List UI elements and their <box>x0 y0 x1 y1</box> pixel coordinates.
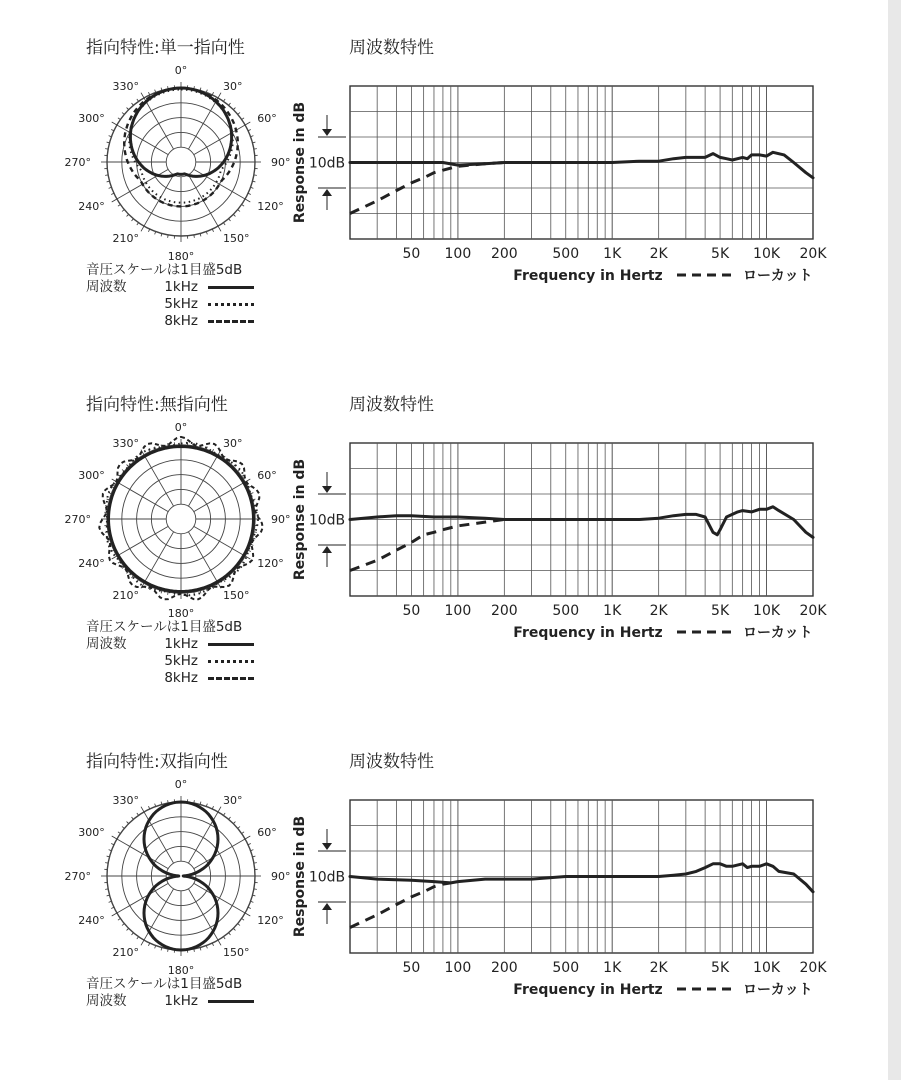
polar-spoke <box>117 839 168 869</box>
x-tick-label: 100 <box>444 246 472 262</box>
frequency-chart <box>285 435 845 650</box>
polar-spoke <box>188 455 218 506</box>
frequency-title: 周波数特性 <box>349 752 434 772</box>
db-marker-arrowhead <box>322 903 332 910</box>
polar-spoke <box>194 526 245 556</box>
polar-diagram <box>64 776 291 977</box>
legend-label: 周波数 <box>86 993 127 1009</box>
angle-label: 180° <box>167 964 195 977</box>
frequency-chart <box>285 792 845 1007</box>
legend-series-name: 1kHz <box>164 636 198 652</box>
scale-note: 音圧スケールは1目盛5dB <box>86 262 243 278</box>
polar-diagram <box>64 419 291 620</box>
angle-label: 120° <box>257 557 284 570</box>
angle-label: 120° <box>257 914 284 927</box>
db-marker-arrowhead <box>322 546 332 553</box>
x-tick-label: 200 <box>490 960 518 976</box>
db-marker <box>309 115 346 210</box>
polar-ring <box>166 147 196 177</box>
polar-spoke <box>194 482 245 512</box>
polar-spoke <box>188 532 218 583</box>
legend-series-name: 1kHz <box>164 279 198 295</box>
db-marker-label: 10dB <box>308 155 346 172</box>
angle-tick <box>245 122 250 125</box>
angle-label: 270° <box>64 513 91 526</box>
legend-solid-swatch <box>208 1000 254 1003</box>
angle-tick <box>245 913 250 916</box>
angle-label: 270° <box>64 870 91 883</box>
polar-grid <box>101 793 261 956</box>
legend-series-name: 8kHz <box>164 313 198 329</box>
polar-grid <box>101 79 261 242</box>
legend-label: 周波数 <box>86 279 127 295</box>
response-line <box>350 152 813 178</box>
angle-tick <box>112 556 117 559</box>
angle-tick <box>141 940 144 945</box>
y-axis-label: Response in dB <box>292 815 308 938</box>
polar-spoke <box>144 532 174 583</box>
angle-tick <box>112 199 117 202</box>
x-tick-label: 1K <box>603 246 622 262</box>
x-tick-label: 10K <box>753 603 781 619</box>
x-tick-label: 100 <box>444 960 472 976</box>
db-marker-label: 10dB <box>308 512 346 529</box>
frequency-title: 周波数特性 <box>349 38 434 58</box>
angle-label: 150° <box>223 946 250 960</box>
polar-spoke <box>117 883 168 913</box>
x-tick-label: 10K <box>753 246 781 262</box>
polar-spoke <box>144 98 174 149</box>
angle-label: 120° <box>257 200 284 213</box>
legend-solid-swatch <box>208 286 254 289</box>
polar-spoke <box>144 455 174 506</box>
x-tick-label: 100 <box>444 603 472 619</box>
angle-label: 210° <box>112 589 139 603</box>
db-marker <box>309 472 346 567</box>
legend-row <box>86 313 254 330</box>
polar-spoke <box>194 839 245 869</box>
angle-tick <box>112 913 117 916</box>
angle-label: 60° <box>257 112 277 125</box>
response-line <box>350 864 813 892</box>
legend-dashed-swatch <box>208 677 254 680</box>
polar-diagram <box>64 62 291 263</box>
angle-tick <box>112 836 117 839</box>
legend-series-name: 5kHz <box>164 296 198 312</box>
legend-row <box>86 636 254 653</box>
directional-title: 指向特性:単一指向性 <box>86 38 245 58</box>
frequency-title: 周波数特性 <box>349 395 434 415</box>
angle-label: 30° <box>223 79 243 93</box>
angle-label: 0° <box>174 64 188 77</box>
polar-ring <box>166 504 196 534</box>
angle-tick <box>245 836 250 839</box>
angle-tick <box>141 93 144 98</box>
legend-dashed-swatch <box>208 320 254 323</box>
x-tick-label: 50 <box>402 246 421 262</box>
x-tick-label: 5K <box>711 603 730 619</box>
x-tick-label: 500 <box>552 246 580 262</box>
x-tick-label: 1K <box>603 603 622 619</box>
angle-label: 210° <box>112 232 139 246</box>
legend-row <box>86 670 254 687</box>
legend-label: ローカット <box>743 982 813 998</box>
legend-row <box>86 993 254 1010</box>
section-bi <box>0 714 901 1069</box>
db-marker-arrowhead <box>322 486 332 493</box>
polar-spoke <box>194 169 245 199</box>
y-axis-label: Response in dB <box>292 458 308 581</box>
polar-spoke <box>117 482 168 512</box>
db-marker-arrowhead <box>322 843 332 850</box>
x-tick-label: 20K <box>799 960 827 976</box>
angle-label: 60° <box>257 469 277 482</box>
x-axis-label: Frequency in Hertz <box>513 268 663 284</box>
legend-dotted-swatch <box>208 303 254 306</box>
angle-label: 330° <box>112 79 139 93</box>
angle-label: 300° <box>78 112 105 125</box>
polar-legend <box>86 262 254 330</box>
legend-row <box>86 653 254 670</box>
angle-label: 270° <box>64 156 91 169</box>
legend-series-name: 5kHz <box>164 653 198 669</box>
x-tick-label: 1K <box>603 960 622 976</box>
angle-label: 0° <box>174 421 188 434</box>
directional-title: 指向特性:無指向性 <box>86 395 228 415</box>
section-uni <box>0 0 901 355</box>
angle-tick <box>141 807 144 812</box>
angle-tick <box>218 807 221 812</box>
legend-series-name: 8kHz <box>164 670 198 686</box>
x-tick-label: 50 <box>402 960 421 976</box>
angle-label: 210° <box>112 946 139 960</box>
angle-tick <box>218 93 221 98</box>
db-marker <box>309 829 346 924</box>
angle-tick <box>245 199 250 202</box>
x-tick-label: 5K <box>711 960 730 976</box>
legend-label: ローカット <box>743 268 813 284</box>
x-tick-label: 200 <box>490 603 518 619</box>
angle-label: 150° <box>223 589 250 603</box>
db-marker-arrowhead <box>322 189 332 196</box>
legend-row <box>86 279 254 296</box>
angle-label: 150° <box>223 232 250 246</box>
polar-legend <box>86 976 254 1010</box>
x-axis-label: Frequency in Hertz <box>513 982 663 998</box>
polar-spoke <box>117 526 168 556</box>
angle-label: 300° <box>78 469 105 482</box>
x-tick-label: 2K <box>649 960 668 976</box>
directional-title: 指向特性:双指向性 <box>86 752 228 772</box>
angle-label: 90° <box>271 513 291 526</box>
x-tick-label: 2K <box>649 603 668 619</box>
angle-label: 240° <box>78 200 105 213</box>
x-tick-label: 2K <box>649 246 668 262</box>
legend-dotted-swatch <box>208 660 254 663</box>
angle-tick <box>218 940 221 945</box>
angle-tick <box>112 122 117 125</box>
angle-label: 240° <box>78 914 105 927</box>
x-tick-label: 500 <box>552 603 580 619</box>
x-tick-label: 5K <box>711 246 730 262</box>
x-tick-label: 20K <box>799 603 827 619</box>
x-tick-label: 200 <box>490 246 518 262</box>
polar-grid <box>101 436 261 599</box>
polar-spoke <box>117 125 168 155</box>
lowcut-response-line <box>350 883 451 928</box>
polar-spoke <box>194 883 245 913</box>
section-omni <box>0 357 901 712</box>
angle-label: 90° <box>271 156 291 169</box>
angle-label: 240° <box>78 557 105 570</box>
angle-label: 30° <box>223 436 243 450</box>
x-tick-label: 500 <box>552 960 580 976</box>
angle-label: 0° <box>174 778 188 791</box>
response-line <box>350 507 813 538</box>
frequency-chart <box>285 78 845 293</box>
angle-label: 30° <box>223 793 243 807</box>
scale-note: 音圧スケールは1目盛5dB <box>86 976 243 992</box>
scale-note: 音圧スケールは1目盛5dB <box>86 619 243 635</box>
polar-legend <box>86 619 254 687</box>
polar-spoke <box>188 98 218 149</box>
angle-tick <box>218 226 221 231</box>
angle-label: 330° <box>112 436 139 450</box>
x-tick-label: 20K <box>799 246 827 262</box>
angle-label: 60° <box>257 826 277 839</box>
angle-label: 180° <box>167 607 195 620</box>
angle-label: 330° <box>112 793 139 807</box>
y-axis-label: Response in dB <box>292 101 308 224</box>
legend-row <box>86 296 254 313</box>
x-axis-label: Frequency in Hertz <box>513 625 663 641</box>
x-tick-label: 50 <box>402 603 421 619</box>
x-tick-label: 10K <box>753 960 781 976</box>
legend-series-name: 1kHz <box>164 993 198 1009</box>
angle-tick <box>141 226 144 231</box>
legend-label: ローカット <box>743 625 813 641</box>
legend-solid-swatch <box>208 643 254 646</box>
angle-label: 180° <box>167 250 195 263</box>
angle-label: 90° <box>271 870 291 883</box>
angle-label: 300° <box>78 826 105 839</box>
db-marker-label: 10dB <box>308 869 346 886</box>
db-marker-arrowhead <box>322 129 332 136</box>
legend-label: 周波数 <box>86 636 127 652</box>
